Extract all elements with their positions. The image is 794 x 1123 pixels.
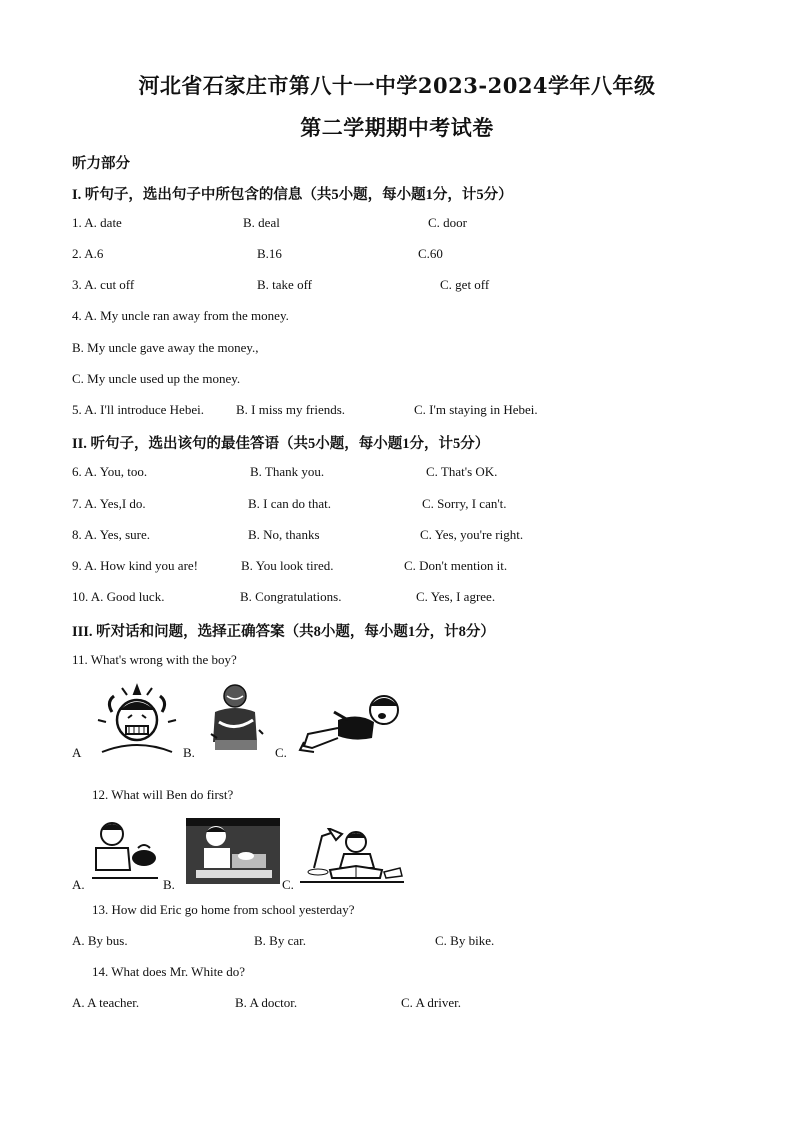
q11-stem: 11. What's wrong with the boy? [72,652,237,667]
q9-option-c: C. Don't mention it. [404,558,508,573]
boy-cooking-icon [90,818,160,884]
q4-option-a: 4. A. My uncle ran away from the money. [72,308,289,323]
section-1-heading: I. 听句子，选出句子中所包含的信息（共5小题，每小题1分，计5分） [72,187,513,203]
q13-option-a: A. By bus. [72,933,128,948]
q13-option-b: B. By car. [254,933,306,948]
q12-label-a: A. [72,877,85,892]
boy-washing-dishes-icon [186,818,280,884]
q7-option-c: C. Sorry, I can't. [422,496,507,511]
headache-boy-icon [92,682,182,754]
q4-option-b: B. My uncle gave away the money., [72,340,259,355]
q12-label-c: C. [282,877,294,892]
paper-title-line2: 第二学期期中考试卷 [300,115,494,140]
q8-option-c: C. Yes, you're right. [420,527,524,542]
q12-label-b: B. [163,877,175,892]
q6-option-a: 6. A. You, too. [72,464,148,479]
q6-option-b: B. Thank you. [250,464,325,479]
section-2-heading: II. 听句子，选出该句的最佳答语（共5小题，每小题1分，计5分） [72,436,490,452]
q10-option-a: 10. A. Good luck. [72,589,165,604]
q1-option-b: B. deal [243,215,280,230]
q14-option-a: A. A teacher. [72,995,140,1010]
q2-option-b: B.16 [257,246,282,261]
q11-label-a: A [72,745,82,760]
part-heading: 听力部分 [72,156,130,172]
q6-option-c: C. That's OK. [426,464,498,479]
paper-title-line1: 河北省石家庄市第八十一中学2023-2024学年八年级 [138,73,656,98]
section-3-heading: III. 听对话和问题，选择正确答案（共8小题，每小题1分，计8分） [72,624,495,640]
q10-option-b: B. Congratulations. [240,589,342,604]
q3-option-b: B. take off [257,277,312,292]
q13-stem: 13. How did Eric go home from school yesterday? [92,902,355,917]
q11-label-c: C. [275,745,287,760]
q3-option-c: C. get off [440,277,490,292]
q9-option-b: B. You look tired. [241,558,334,573]
q12-stem: 12. What will Ben do first? [92,787,234,802]
q9-option-a: 9. A. How kind you are! [72,558,199,573]
q7-option-a: 7. A. Yes,I do. [72,496,146,511]
hurt-leg-boy-icon [298,690,406,754]
q3-option-a: 3. A. cut off [72,277,135,292]
q14-stem: 14. What does Mr. White do? [92,964,245,979]
boy-reading-icon [300,828,404,886]
q5-option-c: C. I'm staying in Hebei. [414,402,538,417]
q14-option-c: C. A driver. [401,995,461,1010]
q8-option-a: 8. A. Yes, sure. [72,527,151,542]
q4-option-c: C. My uncle used up the money. [72,371,241,386]
q1-option-c: C. door [428,215,467,230]
q5-option-a: 5. A. I'll introduce Hebei. [72,402,204,417]
q10-option-c: C. Yes, I agree. [416,589,496,604]
q13-option-c: C. By bike. [435,933,495,948]
q11-label-b: B. [183,745,195,760]
q2-option-a: 2. A.6 [72,246,104,261]
q1-option-a: 1. A. date [72,215,122,230]
q14-option-b: B. A doctor. [235,995,298,1010]
q8-option-b: B. No, thanks [248,527,320,542]
q5-option-b: B. I miss my friends. [236,402,346,417]
stomachache-boy-icon [205,682,267,752]
q2-option-c: C.60 [418,246,443,261]
q7-option-b: B. I can do that. [248,496,332,511]
